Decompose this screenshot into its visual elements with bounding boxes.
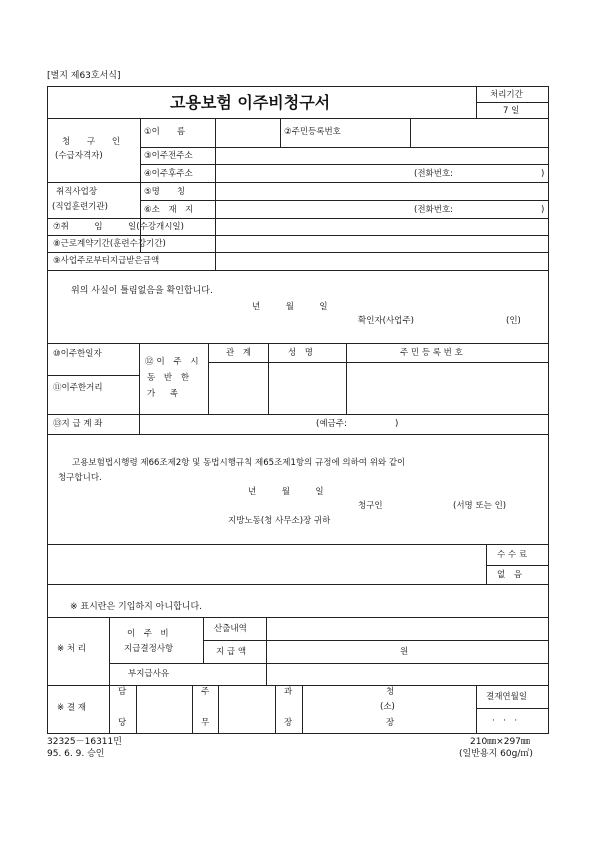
line [140, 200, 549, 201]
workplace-label: 취직사업장 [56, 187, 98, 197]
line [47, 343, 549, 344]
decision-label-1: 이 주 비 [127, 629, 169, 639]
processing-period-value: 7 일 [503, 106, 520, 116]
processing-period-label: 처리기간 [490, 90, 523, 100]
confirmer-label: 확인자(사업주) [358, 316, 414, 326]
line [47, 218, 549, 219]
line [136, 685, 137, 734]
workplace-phone-close: ) [541, 205, 545, 215]
fee-value: 없 음 [497, 570, 522, 580]
approval-c4-bottom: 장 [386, 718, 395, 728]
applicant-phone-label: (전화번호: [414, 169, 454, 179]
applicant-sublabel: (수급자격자) [55, 151, 103, 161]
line [47, 375, 139, 376]
line [109, 663, 549, 664]
line [47, 685, 549, 686]
workplace-phone-label: (전화번호: [414, 205, 454, 215]
prev-address-label: ③이주전주소 [144, 151, 193, 161]
account-close: ) [395, 419, 399, 429]
form-title: 고용보험 이주비청구서 [170, 93, 331, 112]
confirm-statement: 위의 사실이 틀림없음을 확인합니다. [71, 286, 213, 296]
approval-c1-top: 담 [118, 687, 127, 697]
approval-label: ※ 결 재 [57, 703, 86, 713]
line [476, 685, 477, 734]
approval-c2-bottom: 무 [201, 718, 210, 728]
line [486, 565, 549, 566]
approval-date-value: · · · [492, 716, 518, 726]
line [208, 362, 549, 363]
claimant-label: 청구인 [358, 501, 383, 511]
line [268, 343, 269, 414]
col-relation: 관 계 [226, 348, 251, 358]
recipient: 지방노동(청 사무소)장 귀하 [228, 516, 331, 526]
confirm-date: 년 월 일 [252, 302, 328, 312]
claim-date: 년 월 일 [248, 487, 324, 497]
amount-label: 지 급 액 [216, 647, 247, 657]
line [109, 617, 110, 685]
approval-c2-top: 주 [201, 687, 210, 697]
confirmer-seal: (인) [506, 316, 521, 326]
footer-size: 210㎜×297㎜ [470, 737, 530, 747]
line [47, 270, 549, 271]
line [280, 118, 281, 147]
line [47, 118, 549, 119]
line [47, 182, 549, 183]
workplace-name-label: ⑤명 칭 [144, 187, 186, 197]
line [486, 544, 487, 584]
claim-statement-2: 청구합니다. [58, 473, 102, 483]
line [203, 640, 549, 641]
line [139, 343, 140, 434]
approval-c4-top: 청 [386, 687, 395, 697]
line [47, 252, 549, 253]
line [47, 414, 549, 415]
approval-date-label: 결재연월일 [486, 692, 528, 702]
line [410, 118, 411, 147]
line [47, 235, 549, 236]
line [476, 86, 477, 118]
approval-c3-top: 과 [284, 687, 293, 697]
footer-code: 32325－16311민 [47, 737, 122, 747]
applicant-phone-close: ) [541, 169, 545, 179]
refusal-label: 부지급사유 [128, 669, 170, 679]
signature-label: (서명 또는 인) [453, 501, 507, 511]
name-label: ①이 름 [144, 127, 186, 137]
move-distance-label: ⑪이주한거리 [53, 383, 103, 393]
approval-c4-mid: (소) [380, 702, 395, 712]
approval-c1-bottom: 당 [118, 718, 127, 728]
account-depositor: (예금주: [316, 419, 347, 429]
line [208, 343, 209, 414]
family-label-3: 가 족 [147, 389, 181, 399]
form-number: [별지 제63호서식] [47, 71, 121, 81]
payment-label: ⑨사업주로부터지급받은금액 [53, 256, 160, 266]
line [47, 544, 549, 545]
line [215, 118, 216, 270]
account-label: ⑬지 급 계 좌 [53, 419, 103, 429]
family-label-1: ⑫이 주 시 [145, 357, 202, 367]
calc-label: 산출내역 [214, 624, 247, 634]
processing-label: ※ 처 리 [57, 644, 86, 654]
footer-paper: (일반용지 60g/㎡) [459, 749, 533, 759]
workplace-location-label: ⑥소 재 지 [144, 205, 194, 215]
new-address-label: ④이주후주소 [144, 169, 193, 179]
fee-label: 수 수 료 [497, 550, 528, 560]
line [47, 434, 549, 435]
line [192, 685, 193, 734]
notice-text: ※ 표시란은 기입하지 아니합니다. [70, 602, 203, 612]
line [302, 685, 303, 734]
line [476, 102, 549, 103]
line [275, 685, 276, 734]
footer-approval: 95. 6. 9. 승인 [47, 749, 105, 759]
line [47, 617, 549, 618]
claim-statement-1: 고용보험법시행령 제66조제2항 및 동법시행규칙 제65조제1항의 규정에 의하여 위와 같이 [72, 458, 406, 468]
line [266, 617, 267, 685]
approval-c3-bottom: 장 [284, 718, 293, 728]
line [47, 584, 549, 585]
line [203, 617, 204, 663]
employment-date-label: ⑦취 임 일(수강개시일) [53, 222, 184, 232]
family-label-2: 동 반 한 [147, 373, 193, 383]
line [218, 685, 219, 734]
line [140, 164, 549, 165]
line [109, 685, 110, 734]
amount-unit: 원 [400, 647, 409, 657]
workplace-sublabel: (직업훈련기관) [52, 202, 108, 212]
rrn-label: ②주민등록번호 [284, 127, 341, 137]
decision-label-2: 지급결정사항 [124, 644, 174, 654]
applicant-label: 청 구 인 [62, 137, 128, 147]
col-rrn: 주 민 등 록 번 호 [400, 348, 463, 358]
line [476, 708, 549, 709]
move-date-label: ⑩이주한일자 [53, 349, 102, 359]
line [140, 147, 549, 148]
line [346, 343, 347, 414]
col-name: 성 명 [288, 348, 313, 358]
form-frame [47, 86, 549, 734]
contract-period-label: ⑧근로계약기간(훈련수강기간) [53, 239, 166, 249]
